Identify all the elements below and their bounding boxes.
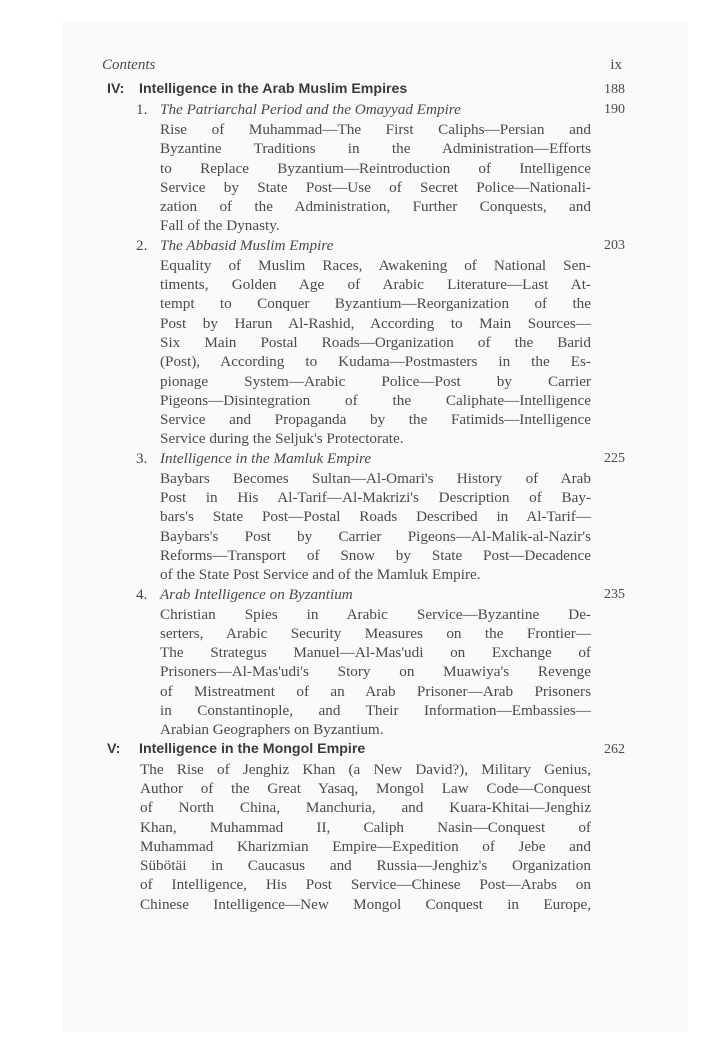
running-header-page: ix <box>610 57 622 73</box>
summary-line: timents, Golden Age of Arabic Literature—Last At- <box>160 276 591 294</box>
summary-line: serters, Arabic Security Measures on the Frontier— <box>160 624 591 642</box>
running-header <box>100 56 625 80</box>
summary-line: Rise of Muhammad—The First Caliphs—Persian and <box>160 121 591 138</box>
summary-line: pionage System—Arabic Police—Post by Carrier <box>160 372 591 390</box>
part-number: V: <box>107 740 121 757</box>
summary-line: zation of the Administration, Further Conquests, and <box>160 198 591 216</box>
summary-line: Sübötäi in Caucasus and Russia—Jenghiz's Organization <box>140 857 591 875</box>
chapter-number: 1. <box>136 101 148 118</box>
summary-line: The Strategus Manuel—Al-Mas'udi on Exchange of <box>160 644 591 662</box>
summary-line: Muhammad Kharizmian Empire—Expedition of Jebe and <box>140 837 591 855</box>
chapter-title: The Abbasid Muslim Empire <box>160 236 334 254</box>
chapter-summary <box>160 469 591 585</box>
part-page-number: 188 <box>604 82 625 97</box>
summary-line: Service and Propaganda by the Fatimids—Intelligence <box>160 411 591 429</box>
running-header-title: Contents <box>102 57 156 73</box>
part-number: IV: <box>107 81 125 97</box>
summary-line: Service by State Post—Use of Secret Police—Nationali- <box>160 178 591 196</box>
summary-line: Equality of Muslim Races, Awakening of National Sen- <box>160 256 591 274</box>
summary-line: Baybars Becomes Sultan—Al-Omari's History of Arab <box>160 469 591 487</box>
chapter-summary <box>160 256 591 449</box>
summary-line: Post in His Al-Tarif—Al-Makrizi's Description of Bay- <box>160 489 591 507</box>
chapter-number: 3. <box>136 449 148 467</box>
summary-line: tempt to Conquer Byzantium—Reorganization of the <box>160 295 591 313</box>
part-page-number: 262 <box>604 741 625 757</box>
summary-line: Pigeons—Disintegration of the Caliphate—Intelligence <box>160 391 591 409</box>
summary-line: Fall of the Dynasty. <box>160 217 280 235</box>
part-title: Intelligence in the Mongol Empire <box>139 740 366 757</box>
part-title: Intelligence in the Arab Muslim Empires <box>139 81 408 97</box>
summary-line: Post by Harun Al-Rashid, According to Main Sources— <box>160 314 591 332</box>
chapter-heading <box>100 100 625 120</box>
chapter-page-number: 203 <box>604 237 625 253</box>
summary-line: to Replace Byzantium—Reintroduction of Intelligence <box>160 159 591 177</box>
part-heading <box>100 80 625 100</box>
chapter-summary <box>160 120 591 236</box>
chapter-title: The Patriarchal Period and the Omayyad Empire <box>160 101 461 118</box>
summary-line: Khan, Muhammad II, Caliph Nasin—Conquest of <box>140 818 591 836</box>
summary-line: of the State Post Service and of the Mamluk Empire. <box>160 566 481 584</box>
chapter-page-number: 235 <box>604 586 625 602</box>
chapter-heading <box>100 585 625 605</box>
summary-line: Service during the Seljuk's Protectorate. <box>160 430 404 448</box>
chapter-heading <box>100 449 625 469</box>
chapter-number: 2. <box>136 236 148 254</box>
summary-line: (Post), According to Kudama—Postmasters in the Es- <box>160 353 591 371</box>
summary-line: Baybars's Post by Carrier Pigeons—Al-Malik-al-Nazir's <box>160 527 591 545</box>
contents-text <box>100 56 625 914</box>
summary-line: Arabian Geographers on Byzantium. <box>160 721 384 739</box>
summary-line: of Mistreatment of an Arab Prisoner—Arab Prisoners <box>160 682 591 700</box>
part-summary <box>140 760 591 914</box>
summary-line: in Constantinople, and Their Information—Embassies— <box>160 702 591 720</box>
chapter-heading <box>100 236 625 256</box>
chapter-page-number: 190 <box>604 102 625 117</box>
summary-line: Christian Spies in Arabic Service—Byzantine De- <box>160 605 591 623</box>
chapter-title: Intelligence in the Mamluk Empire <box>160 449 372 467</box>
summary-line: Reforms—Transport of Snow by State Post—Decadence <box>160 546 591 564</box>
summary-line: The Rise of Jenghiz Khan (a New David?), Military Genius, <box>140 760 591 778</box>
summary-line: bars's State Post—Postal Roads Described in Al-Tarif— <box>160 508 591 526</box>
summary-line: Six Main Postal Roads—Organization of the Barid <box>160 333 591 351</box>
summary-line: of Intelligence, His Post Service—Chinese Post—Arabs on <box>140 876 591 894</box>
summary-line: Author of the Great Yasaq, Mongol Law Code—Conquest <box>140 779 591 797</box>
chapter-summary <box>160 605 591 740</box>
summary-line: Prisoners—Al-Mas'udi's Story on Muawiya's Revenge <box>160 663 591 681</box>
summary-line: Chinese Intelligence—New Mongol Conquest in Europe, <box>140 895 591 913</box>
summary-line: of North China, Manchuria, and Kuara-Khitai—Jenghiz <box>140 799 591 817</box>
part-heading <box>100 740 625 760</box>
summary-line: Byzantine Traditions in the Administration—Efforts <box>160 140 591 158</box>
chapter-number: 4. <box>136 585 148 603</box>
chapter-page-number: 225 <box>604 450 625 466</box>
chapter-title: Arab Intelligence on Byzantium <box>160 585 353 603</box>
